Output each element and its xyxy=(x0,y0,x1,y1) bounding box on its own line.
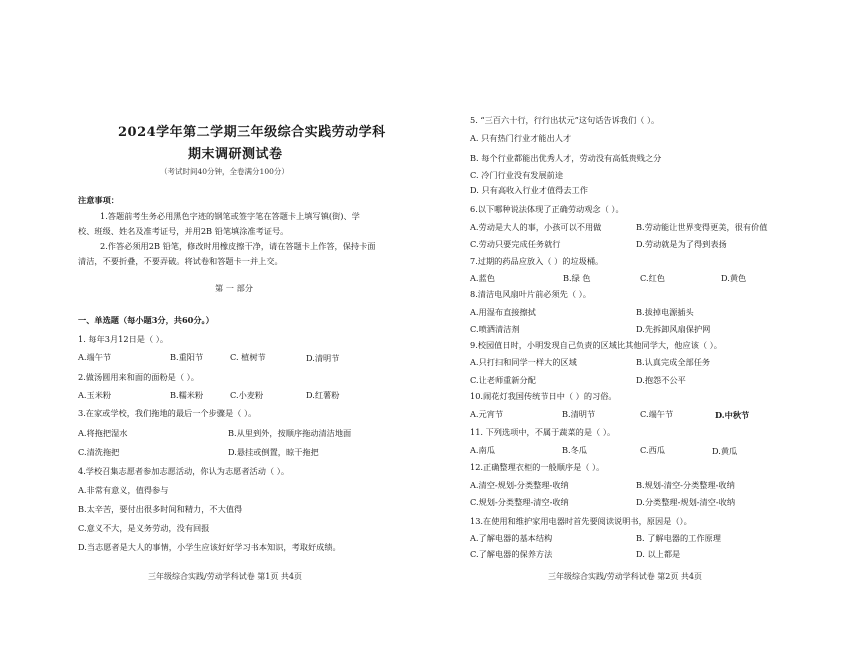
option: D.红薯粉 xyxy=(306,390,340,400)
option: C.红色 xyxy=(640,273,665,283)
option: D.清明节 xyxy=(306,353,340,363)
option: C.西瓜 xyxy=(640,445,665,455)
option: B.绿 色 xyxy=(563,273,591,283)
option: C.喷洒清洁剂 xyxy=(470,324,520,334)
notice-line: 清洁，不要折叠，不要弄破。将试卷和答题卡一并上交。 xyxy=(78,256,283,266)
option: B.糯米粉 xyxy=(170,390,204,400)
exam-info: （考试时间40分钟，全卷满分100分） xyxy=(160,167,289,176)
exam-title: 2024学年第二学期三年级综合实践劳动学科 xyxy=(118,125,386,140)
question-13: 13.在使用和维护家用电器时首先要阅读说明书，原因是（）。 xyxy=(470,516,692,526)
question-5: 5. “三百六十行，行行出状元”这句话告诉我们（ ）。 xyxy=(470,115,660,125)
option: A.只打扫和同学一样大的区域 xyxy=(470,357,577,367)
option: A. 只有热门行业才能出人才 xyxy=(470,133,572,143)
option: B.从里到外，按顺序拖动清洁地面 xyxy=(228,428,352,438)
option: B. 每个行业都能出优秀人才，劳动没有高低贵贱之分 xyxy=(470,153,662,163)
exam-subtitle: 期末调研测试卷 xyxy=(188,147,283,162)
option: D. 只有高收入行业才值得去工作 xyxy=(470,185,588,195)
option: C.意义不大，是义务劳动，没有回报 xyxy=(78,523,210,533)
option: D.分类整理-规划-清空-收纳 xyxy=(636,497,736,507)
option: D.中秋节 xyxy=(715,410,750,420)
option: A.了解电器的基本结构 xyxy=(470,533,553,543)
option: D.先拆卸风扇保护网 xyxy=(636,324,711,334)
option: D.抱怨不公平 xyxy=(636,375,686,385)
option: B.重阳节 xyxy=(170,352,204,362)
option: C.端午节 xyxy=(640,409,674,419)
option: C.规划-分类整理-清空-收纳 xyxy=(470,497,569,507)
question-1: 1. 每年3月12日是（ ）。 xyxy=(78,334,169,344)
option: B.清明节 xyxy=(562,409,596,419)
option: A.南瓜 xyxy=(470,445,495,455)
page-footer: 三年级综合实践/劳动学科试卷 第2页 共4页 xyxy=(548,572,702,581)
page-footer: 三年级综合实践/劳动学科试卷 第1页 共4页 xyxy=(148,572,302,581)
option: C.小麦粉 xyxy=(230,390,264,400)
option: B. 了解电器的工作原理 xyxy=(636,533,721,543)
option: C.了解电器的保养方法 xyxy=(470,549,553,559)
option: B.太辛苦，要付出很多时间和精力，不大值得 xyxy=(78,504,243,514)
option: D. 以上都是 xyxy=(636,549,681,559)
option: A.元宵节 xyxy=(470,409,504,419)
option: B.劳动能让世界变得更美，很有价值 xyxy=(636,222,768,232)
option: A.清空-规划-分类整理-收纳 xyxy=(470,480,569,490)
option: A.蓝色 xyxy=(470,273,495,283)
notice-line: 2.作答必须用2B 铅笔，修改时用橡皮擦干净，请在答题卡上作答，保持卡面 xyxy=(100,241,376,251)
option: C.让老师重新分配 xyxy=(470,375,536,385)
question-6: 6.以下哪种说法体现了正确劳动观念（ ）。 xyxy=(470,204,624,214)
option: C. 植树节 xyxy=(230,352,266,362)
option: A.非常有意义，值得参与 xyxy=(78,485,169,495)
option: A.将拖把湿水 xyxy=(78,428,128,438)
question-9: 9.校园值日时，小明发现自己负责的区域比其他同学大，他应该（ ）。 xyxy=(470,340,722,350)
option: A.玉米粉 xyxy=(78,390,112,400)
section-heading: 一、单选题（每小题3分，共60分。） xyxy=(78,315,214,325)
option: B.认真完成全部任务 xyxy=(636,357,711,367)
option: C.劳动只要完成任务就行 xyxy=(470,239,561,249)
question-10: 10.闹花灯我国传统节日中（ ）的习俗。 xyxy=(470,391,617,401)
notice-heading: 注意事项： xyxy=(78,195,119,205)
question-12: 12.正确整理衣柜的一般顺序是（ ）。 xyxy=(470,462,605,472)
option: D.悬挂或倒置，晾干拖把 xyxy=(228,447,319,457)
notice-line: 校、班级、姓名及准考证号，并用2B 铅笔填涂准考证号。 xyxy=(78,226,289,236)
option: D.黄瓜 xyxy=(712,446,738,456)
question-2: 2.做汤圆用来和面的面粉是（ ）。 xyxy=(78,372,199,382)
option: B.规划-清空-分类整理-收纳 xyxy=(636,480,735,490)
option: D.黄色 xyxy=(721,273,747,283)
option: C.清洗拖把 xyxy=(78,447,120,457)
question-4: 4.学校召集志愿者参加志愿活动，你认为志愿者活动（ ）。 xyxy=(78,466,290,476)
notice-line: 1.答题前考生务必用黑色字迹的钢笔或签字笔在答题卡上填写镇(街)、学 xyxy=(100,211,360,221)
option: C. 冷门行业没有发展前途 xyxy=(470,170,564,180)
part-label: 第 一 部分 xyxy=(215,283,253,293)
question-8: 8.清洁电风扇叶片前必须先（ ）。 xyxy=(470,289,591,299)
option: D.当志愿者是大人的事情，小学生应该好好学习书本知识，考取好成绩。 xyxy=(78,542,341,552)
option: D.劳动就是为了得到表扬 xyxy=(636,239,727,249)
option: A.用湿布直接擦拭 xyxy=(470,307,536,317)
question-7: 7.过期的药品应放入（ ）的垃圾桶。 xyxy=(470,256,604,266)
question-3: 3.在家或学校，我们拖地的最后一个步骤是（ ）。 xyxy=(78,408,257,418)
option: A.劳动是大人的事，小孩可以不用做 xyxy=(470,222,602,232)
question-11: 11. 下列选项中，不属于蔬菜的是（ ）。 xyxy=(470,427,616,437)
option: B.冬瓜 xyxy=(562,445,587,455)
option: B.拔掉电源插头 xyxy=(636,307,694,317)
option: A.端午节 xyxy=(78,352,112,362)
